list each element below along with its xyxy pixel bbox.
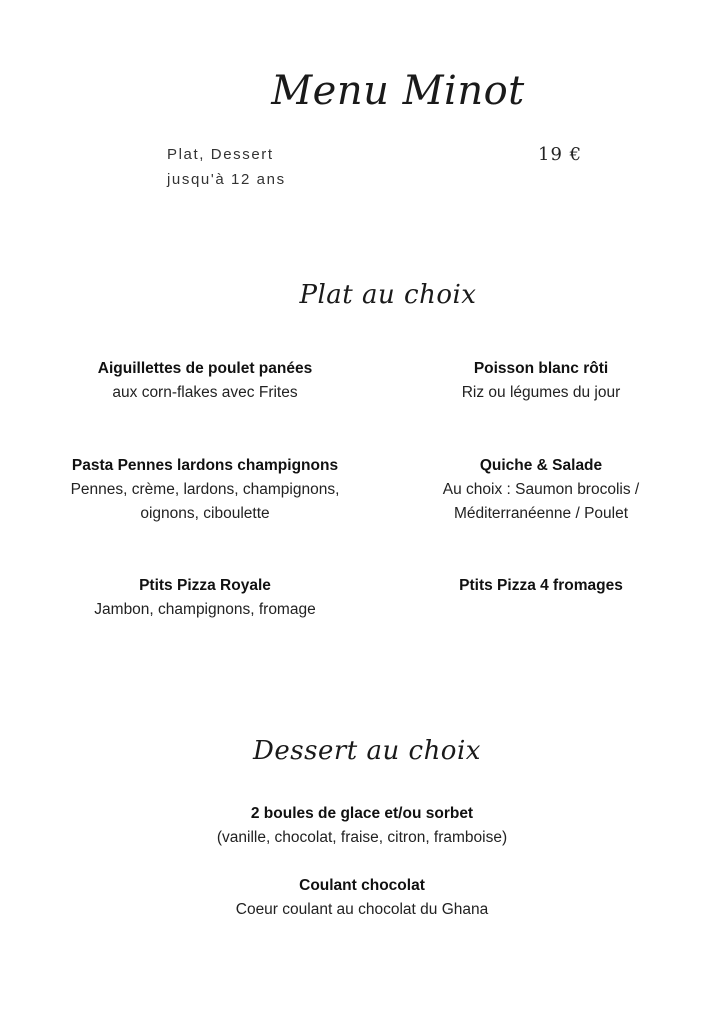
dish-item xyxy=(40,454,370,526)
dish-name: Poisson blanc rôti xyxy=(473,360,609,377)
dessert-description: Coeur coulant au chocolat du Ghana xyxy=(235,901,489,918)
dish-description: Pennes, crème, lardons, champignons, xyxy=(70,481,340,498)
dish-item xyxy=(40,357,370,405)
dessert-name: 2 boules de glace et/ou sorbet xyxy=(250,805,474,822)
dish-description: Jambon, champignons, fromage xyxy=(94,601,316,618)
dish-name: Ptits Pizza Royale xyxy=(139,577,271,594)
dish-description: Riz ou légumes du jour xyxy=(461,384,621,401)
dish-description: aux corn-flakes avec Frites xyxy=(112,384,298,401)
dish-name: Ptits Pizza 4 fromages xyxy=(459,577,623,594)
intro-line: jusqu'à 12 ans xyxy=(167,171,286,188)
dessert-description: (vanille, chocolat, fraise, citron, framboise) xyxy=(216,829,508,846)
menu-title: Menu Minot xyxy=(271,68,525,114)
dish-name: Aiguillettes de poulet panées xyxy=(97,360,313,377)
dish-item xyxy=(390,454,692,526)
dish-name: Quiche & Salade xyxy=(479,457,603,474)
plat-section-heading: Plat au choix xyxy=(299,280,477,310)
dessert-section-heading: Dessert au choix xyxy=(253,736,481,766)
dish-description: oignons, ciboulette xyxy=(140,505,270,522)
menu-price: 19 € xyxy=(538,144,583,165)
intro-line: Plat, Dessert xyxy=(167,146,274,163)
dish-description: Au choix : Saumon brocolis / xyxy=(442,481,640,498)
dish-name: Pasta Pennes lardons champignons xyxy=(71,457,339,474)
dish-item xyxy=(40,574,370,622)
menu-intro xyxy=(167,142,286,192)
dish-description: Méditerranéenne / Poulet xyxy=(453,505,629,522)
dessert-item xyxy=(140,802,584,850)
dessert-item xyxy=(140,874,584,922)
dessert-name: Coulant chocolat xyxy=(299,877,425,894)
dish-item xyxy=(390,574,692,598)
dish-item xyxy=(390,357,692,405)
